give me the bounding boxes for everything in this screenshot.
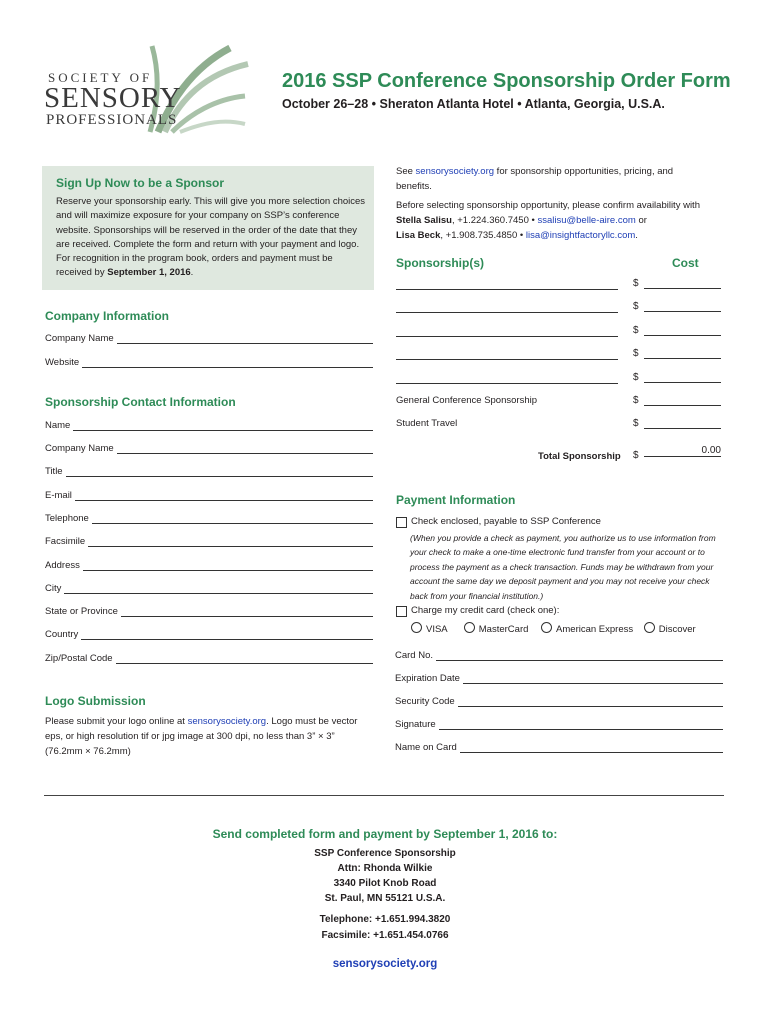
signup-box bbox=[42, 166, 374, 290]
logo-submission-heading: Logo Submission bbox=[45, 694, 146, 708]
contact-country-field[interactable]: Country bbox=[45, 629, 373, 640]
footer-address-2: Attn: Rhonda Wilkie bbox=[337, 863, 433, 874]
contact-company-field[interactable]: Company Name bbox=[45, 443, 373, 454]
payment-heading: Payment Information bbox=[396, 493, 516, 507]
check-note: (When you provide a check as payment, you authorize us to use information from your check to make a one-time electronic fund transfer from your account or to process the payment as a check transaction. Funds may be withdrawn from your account the same day we deposit payment and you may not receive your check back from your financial institution.) bbox=[410, 533, 716, 601]
cost-line-2[interactable]: $ bbox=[633, 301, 721, 312]
student-travel-label: Student Travel bbox=[396, 418, 458, 429]
email-link-1[interactable]: ssalisu@belle-aire.com bbox=[537, 215, 636, 226]
contact-title-field[interactable]: Title bbox=[45, 466, 373, 477]
cost-line-1[interactable]: $ bbox=[633, 278, 721, 289]
footer-address-4: St. Paul, MN 55121 U.S.A. bbox=[324, 893, 446, 904]
credit-card-label: Charge my credit card (check one): bbox=[411, 605, 560, 616]
signup-text: Reserve your sponsorship early. This will give you more selection choices and will maximize exposure for your company on SSP’s conference website. Sponsorships will be reserved in the order of the date that they are received. Complete the form and return with your payment and logo. For recognition in the program book, orders and payment must be received by September 1, 2016. bbox=[56, 196, 366, 279]
general-sponsorship-label: General Conference Sponsorship bbox=[396, 395, 538, 406]
sponsorships-heading: Sponsorship(s) bbox=[396, 256, 485, 270]
check-enclosed-checkbox[interactable] bbox=[396, 517, 407, 528]
card-type-options bbox=[411, 622, 696, 637]
total-value: 0.00 bbox=[644, 446, 721, 457]
cost-line-4[interactable]: $ bbox=[633, 348, 721, 359]
amex-option[interactable]: American Express bbox=[541, 624, 633, 635]
cost-line-3[interactable]: $ bbox=[633, 325, 721, 336]
website-field[interactable]: Website bbox=[45, 357, 373, 368]
total-cost[interactable]: $ 0.00 bbox=[633, 445, 721, 461]
cost-line-5[interactable]: $ bbox=[633, 372, 721, 383]
signature-field[interactable]: Signature bbox=[395, 719, 723, 730]
name-on-card-field[interactable]: Name on Card bbox=[395, 742, 723, 753]
mastercard-option[interactable]: MasterCard bbox=[464, 624, 529, 635]
contact-facsimile-field[interactable]: Facsimile bbox=[45, 536, 373, 547]
discover-option[interactable]: Discover bbox=[644, 624, 696, 635]
check-enclosed-label: Check enclosed, payable to SSP Conference bbox=[411, 516, 601, 527]
site-link[interactable]: sensorysociety.org bbox=[415, 166, 495, 177]
info-confirm: Before selecting sponsorship opportunity, please confirm availability with Stella Salisu, +1.224.360.7450 • ssalisu@belle-aire.com or Lisa Beck, +1.908.735.4850 • lisa@insightfactoryllc.com. bbox=[396, 200, 700, 241]
sponsorship-line-2[interactable] bbox=[396, 311, 618, 313]
contact-address-field[interactable]: Address bbox=[45, 560, 373, 571]
footer-heading: Send completed form and payment by September 1, 2016 to: bbox=[212, 827, 558, 841]
security-code-field[interactable]: Security Code bbox=[395, 696, 723, 707]
radio-icon[interactable] bbox=[541, 622, 552, 633]
footer-telephone: Telephone: +1.651.994.3820 bbox=[319, 914, 451, 925]
contact-heading: Sponsorship Contact Information bbox=[45, 395, 236, 409]
radio-icon[interactable] bbox=[411, 622, 422, 633]
company-heading: Company Information bbox=[45, 309, 170, 323]
logo-line-3: PROFESSIONALS bbox=[46, 112, 178, 128]
student-cost[interactable]: $ bbox=[633, 418, 721, 429]
logo-line-2: SENSORY bbox=[44, 82, 182, 114]
email-link-2[interactable]: lisa@insightfactoryllc.com bbox=[525, 230, 636, 241]
contact-state-field[interactable]: State or Province bbox=[45, 606, 373, 617]
radio-icon[interactable] bbox=[644, 622, 655, 633]
sponsorship-line-3[interactable] bbox=[396, 335, 618, 337]
contact-name-field[interactable]: Name bbox=[45, 420, 373, 431]
sponsorship-line-1[interactable] bbox=[396, 288, 618, 290]
contact-email-field[interactable]: E-mail bbox=[45, 490, 373, 501]
sponsorship-line-5[interactable] bbox=[396, 382, 618, 384]
expiration-date-field[interactable]: Expiration Date bbox=[395, 673, 723, 684]
page-title: 2016 SSP Conference Sponsorship Order Form bbox=[282, 70, 731, 92]
sponsorship-line-4[interactable] bbox=[396, 358, 618, 360]
footer-facsimile: Facsimile: +1.651.454.0766 bbox=[321, 930, 449, 941]
credit-card-checkbox[interactable] bbox=[396, 606, 407, 617]
visa-option[interactable]: VISA bbox=[411, 624, 447, 635]
card-number-field[interactable]: Card No. bbox=[395, 650, 723, 661]
cost-heading: Cost bbox=[672, 256, 699, 270]
radio-icon[interactable] bbox=[464, 622, 475, 633]
page-subtitle: October 26–28 • Sheraton Atlanta Hotel • Atlanta, Georgia, U.S.A. bbox=[282, 97, 665, 111]
contact-zip-field[interactable]: Zip/Postal Code bbox=[45, 653, 373, 664]
logo-submission-text: Please submit your logo online at sensorysociety.org. Logo must be vector eps, or high resolution tif or jpg image at 300 dpi, no less than 3” × 3” (76.2mm × 76.2mm) bbox=[45, 716, 358, 757]
info-see: See sensorysociety.org for sponsorship opportunities, pricing, and benefits. bbox=[396, 166, 674, 192]
logo-site-link[interactable]: sensorysociety.org bbox=[187, 716, 267, 727]
general-cost[interactable]: $ bbox=[633, 395, 721, 406]
society-logo bbox=[40, 44, 250, 136]
total-label: Total Sponsorship bbox=[538, 451, 621, 462]
contact-city-field[interactable]: City bbox=[45, 583, 373, 594]
signup-heading: Sign Up Now to be a Sponsor bbox=[56, 176, 224, 190]
contact-telephone-field[interactable]: Telephone bbox=[45, 513, 373, 524]
footer-site-link[interactable]: sensorysociety.org bbox=[332, 958, 438, 970]
footer-address-1: SSP Conference Sponsorship bbox=[314, 848, 456, 859]
divider bbox=[44, 795, 724, 796]
logo-line-1: SOCIETY OF bbox=[48, 70, 153, 85]
footer-address-3: 3340 Pilot Knob Road bbox=[333, 878, 437, 889]
company-name-field[interactable]: Company Name bbox=[45, 333, 373, 344]
